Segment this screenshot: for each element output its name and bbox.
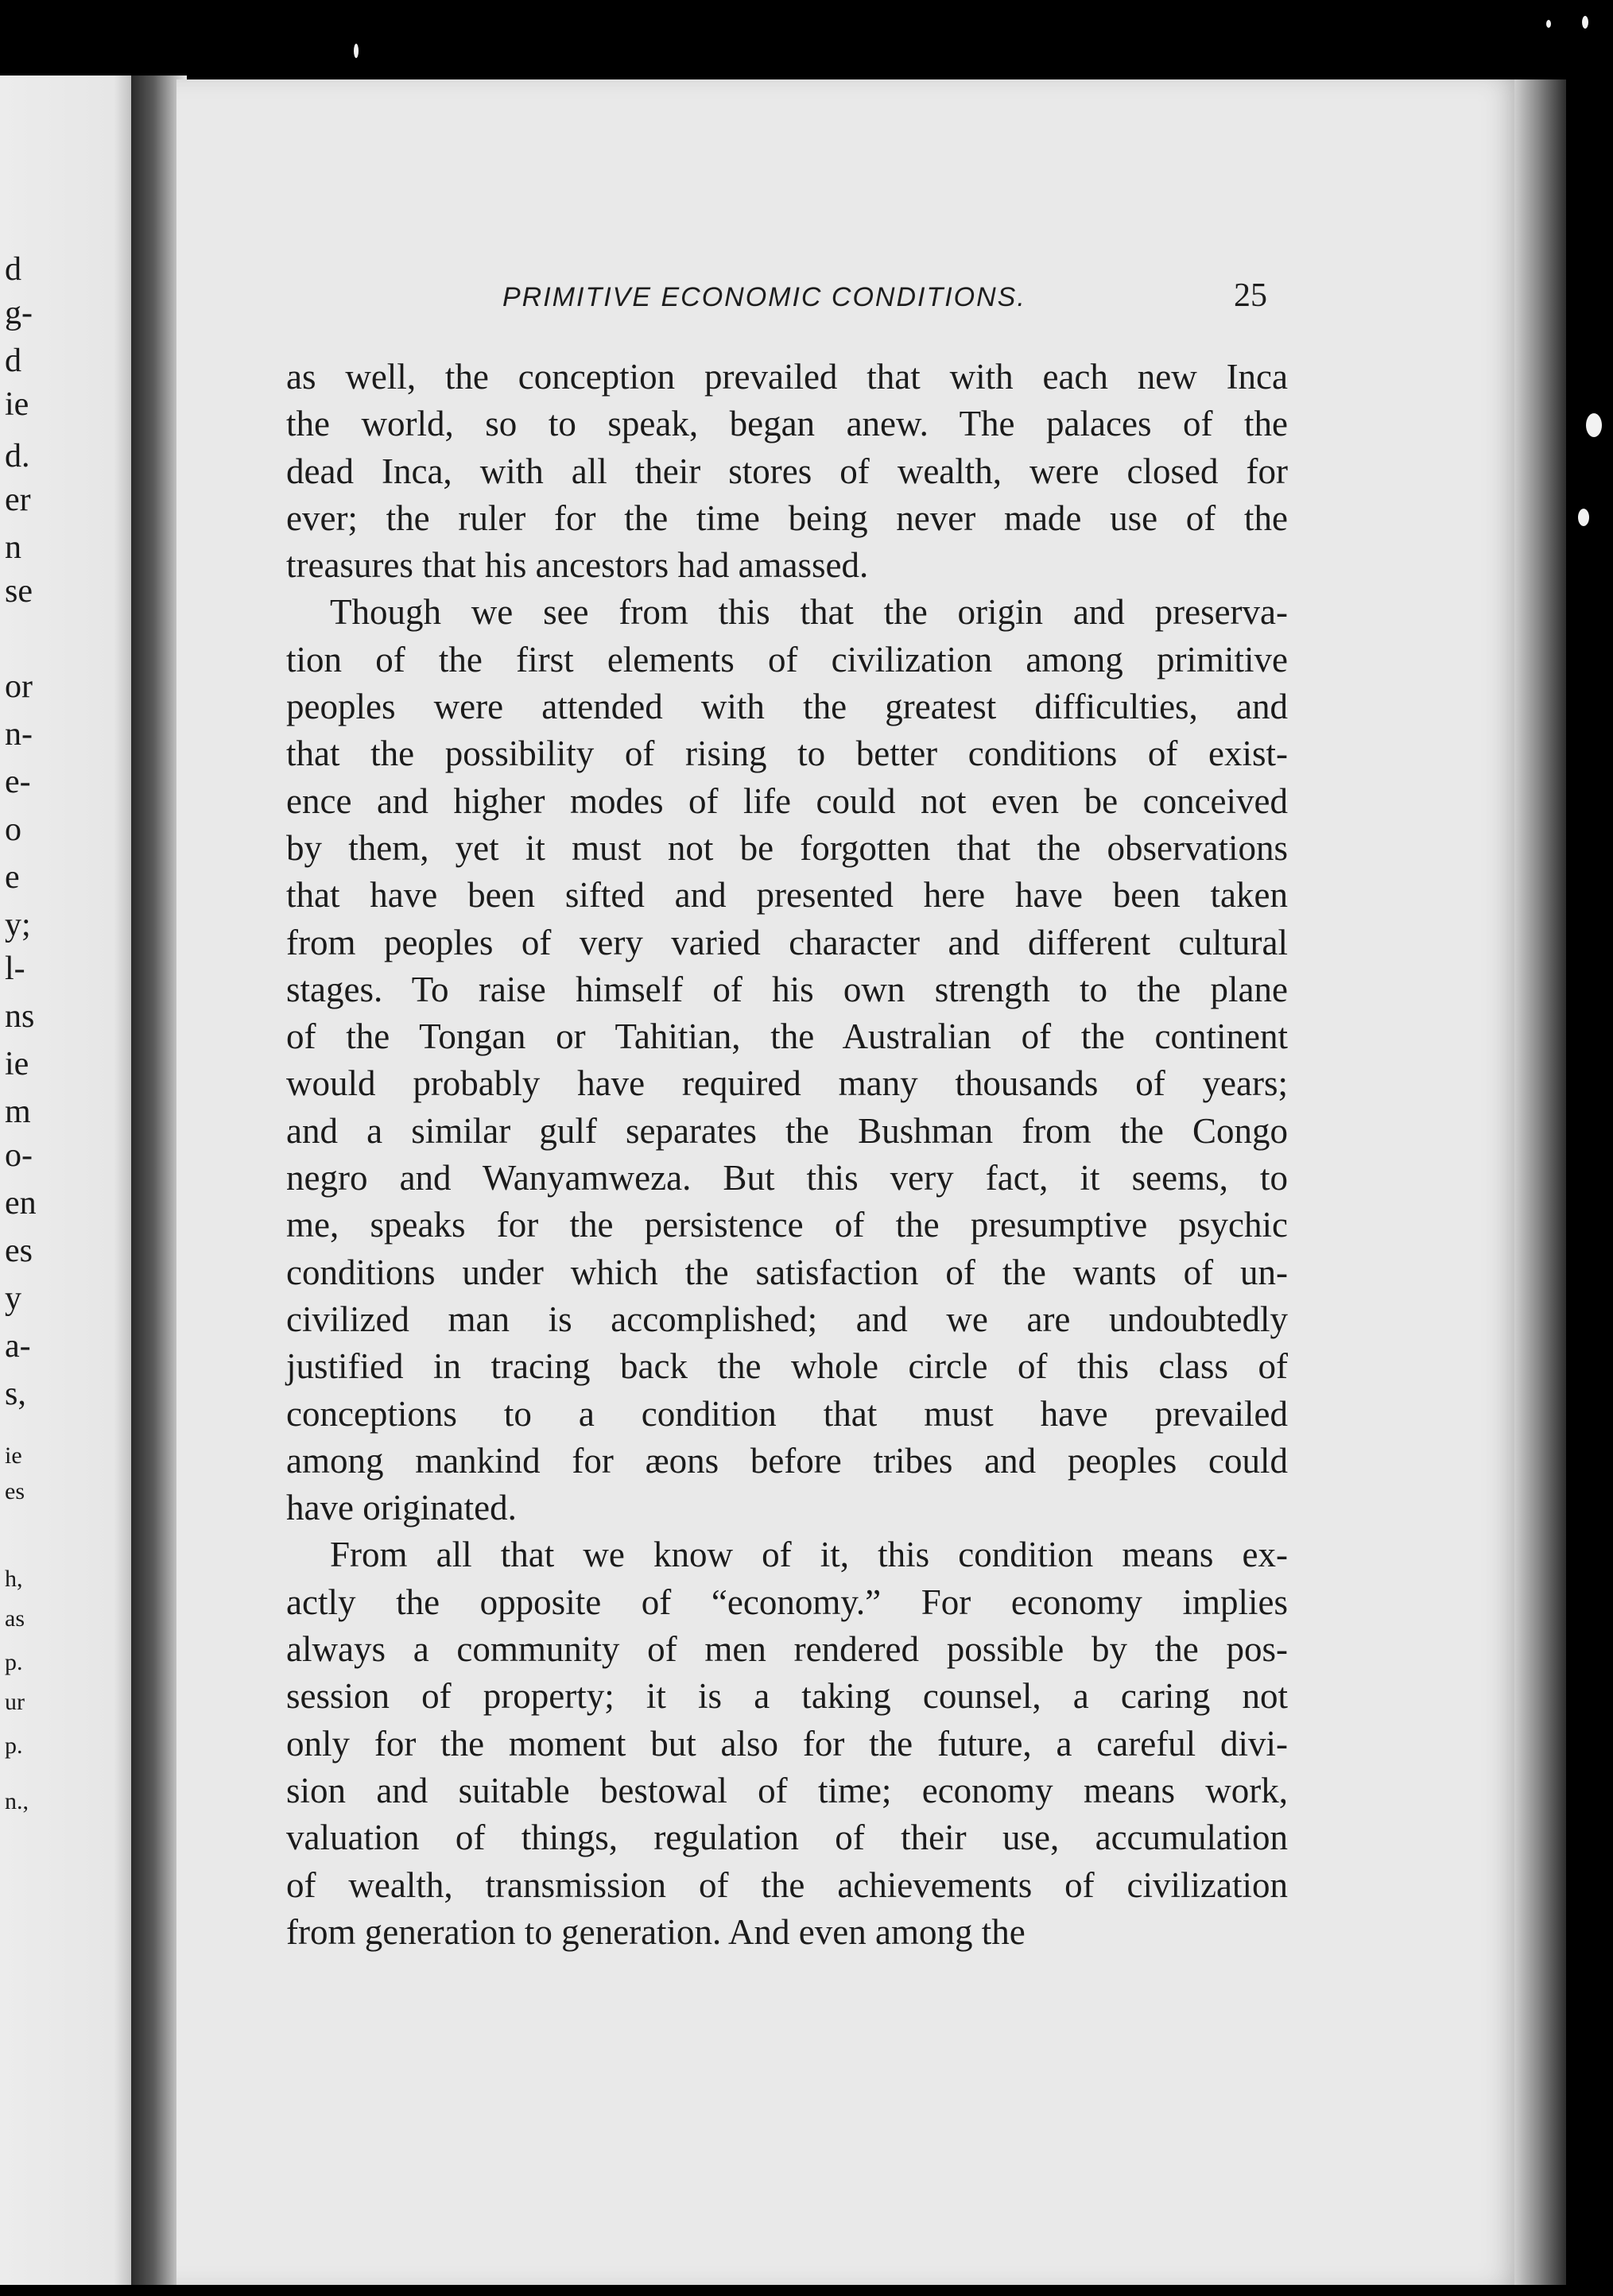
left-page-fragment: n., xyxy=(5,1788,29,1814)
page-right-edge xyxy=(1514,79,1566,2285)
text-line: justified in tracing back the whole circle of this class of xyxy=(286,1346,1288,1387)
text-line: only for the moment but also for the future, a careful divi- xyxy=(286,1723,1288,1764)
left-page-fragment: n- xyxy=(5,716,33,753)
left-page-fragment: n xyxy=(5,529,21,566)
text-line: and a similar gulf separates the Bushman from the Congo xyxy=(286,1110,1288,1151)
text-line: actly the opposite of “economy.” For economy implies xyxy=(286,1582,1288,1622)
text-line: that have been sifted and presented here have been taken xyxy=(286,875,1288,916)
left-page-fragment: p. xyxy=(5,1733,23,1759)
left-page-fragment: es xyxy=(5,1233,33,1269)
text-line: session of property; it is a taking counsel, a caring not xyxy=(286,1676,1288,1717)
text-line: of wealth, transmission of the achievements of civilization xyxy=(286,1864,1288,1905)
left-page-fragment: o xyxy=(5,811,21,848)
text-line: negro and Wanyamweza. But this very fact, it seems, to xyxy=(286,1158,1288,1198)
dust-speck xyxy=(1578,509,1589,526)
left-page-fragment: d xyxy=(5,343,21,379)
text-line: me, speaks for the persistence of the presumptive psychic xyxy=(286,1205,1288,1245)
left-page-fragment: ur xyxy=(5,1689,25,1715)
dust-speck xyxy=(1582,16,1588,29)
text-line: valuation of things, regulation of their use, accumulation xyxy=(286,1818,1288,1858)
paragraph xyxy=(286,1531,1288,1956)
text-line: From all that we know of it, this condition means ex- xyxy=(330,1535,1288,1575)
left-page-fragment: y; xyxy=(5,907,31,943)
text-line: from generation to generation. And even among the xyxy=(286,1911,1026,1952)
left-page-fragment: ns xyxy=(5,998,35,1035)
paragraph xyxy=(286,589,1288,1531)
left-page-fragment: o- xyxy=(5,1137,33,1174)
left-page-fragment: h, xyxy=(5,1566,23,1592)
text-line: of the Tongan or Tahitian, the Australian of the continent xyxy=(286,1016,1288,1057)
text-line: civilized man is accomplished; and we are undoubtedly xyxy=(286,1299,1288,1339)
text-line: treasures that his ancestors had amassed. xyxy=(286,545,869,586)
text-line: conditions under which the satisfaction of the wants of un- xyxy=(286,1252,1288,1292)
dust-speck xyxy=(1586,413,1602,437)
text-line: tion of the first elements of civilization among primitive xyxy=(286,639,1288,680)
text-line: from peoples of very varied character and different cultural xyxy=(286,922,1288,962)
running-head: PRIMITIVE ECONOMIC CONDITIONS. xyxy=(502,282,1026,312)
left-page-fragment: ie xyxy=(5,386,29,423)
text-line: ever; the ruler for the time being never made use of the xyxy=(286,498,1288,538)
text-line: as well, the conception prevailed that with each new Inca xyxy=(286,357,1288,397)
paragraph xyxy=(286,354,1288,589)
text-line: dead Inca, with all their stores of wealth, were closed for xyxy=(286,451,1288,491)
left-page-fragment: ie xyxy=(5,1046,29,1082)
left-page-fragment: p. xyxy=(5,1649,23,1675)
text-line: have originated. xyxy=(286,1488,517,1528)
text-line: conceptions to a condition that must have prevailed xyxy=(286,1393,1288,1434)
text-line: Though we see from this that the origin and preserva- xyxy=(330,592,1288,633)
text-line: would probably have required many thousands of years; xyxy=(286,1063,1288,1104)
text-line: that the possibility of rising to better conditions of exist- xyxy=(286,734,1288,774)
left-page-fragment: y xyxy=(5,1280,21,1317)
body-text xyxy=(286,354,1288,1956)
left-page-fragment: se xyxy=(5,573,33,610)
text-line: the world, so to speak, began anew. The palaces of the xyxy=(286,404,1288,444)
left-page-fragment: d xyxy=(5,251,21,288)
text-line: peoples were attended with the greatest difficulties, and xyxy=(286,687,1288,727)
text-line: by them, yet it must not be forgotten that the observations xyxy=(286,827,1288,868)
dust-speck xyxy=(1546,20,1551,28)
left-page-fragment: en xyxy=(5,1185,37,1222)
left-page-fragment: a- xyxy=(5,1328,31,1365)
left-page-line-fragments xyxy=(0,76,64,2285)
left-page-fragment: d. xyxy=(5,438,30,474)
left-page-fragment: as xyxy=(5,1605,25,1632)
left-page-fragment: e xyxy=(5,859,20,896)
left-page-fragment: s, xyxy=(5,1376,26,1412)
left-page-fragment: e- xyxy=(5,764,31,800)
left-page-fragment: es xyxy=(5,1478,25,1504)
text-line: stages. To raise himself of his own strength to the plane xyxy=(286,969,1288,1009)
text-line: among mankind for æons before tribes and peoples could xyxy=(286,1440,1288,1481)
text-line: sion and suitable bestowal of time; economy means work, xyxy=(286,1770,1288,1810)
left-page-fragment: ie xyxy=(5,1442,22,1469)
left-page-fragment: or xyxy=(5,668,33,705)
page-number: 25 xyxy=(1234,277,1267,314)
left-page-fragment: er xyxy=(5,482,31,518)
left-page-fragment: g- xyxy=(5,295,33,331)
text-line: ence and higher modes of life could not even be conceived xyxy=(286,780,1288,821)
left-page-fragment: m xyxy=(5,1094,31,1130)
text-line: always a community of men rendered possible by the pos- xyxy=(286,1629,1288,1670)
dust-speck xyxy=(354,44,359,58)
left-page-fragment: l- xyxy=(5,951,25,987)
